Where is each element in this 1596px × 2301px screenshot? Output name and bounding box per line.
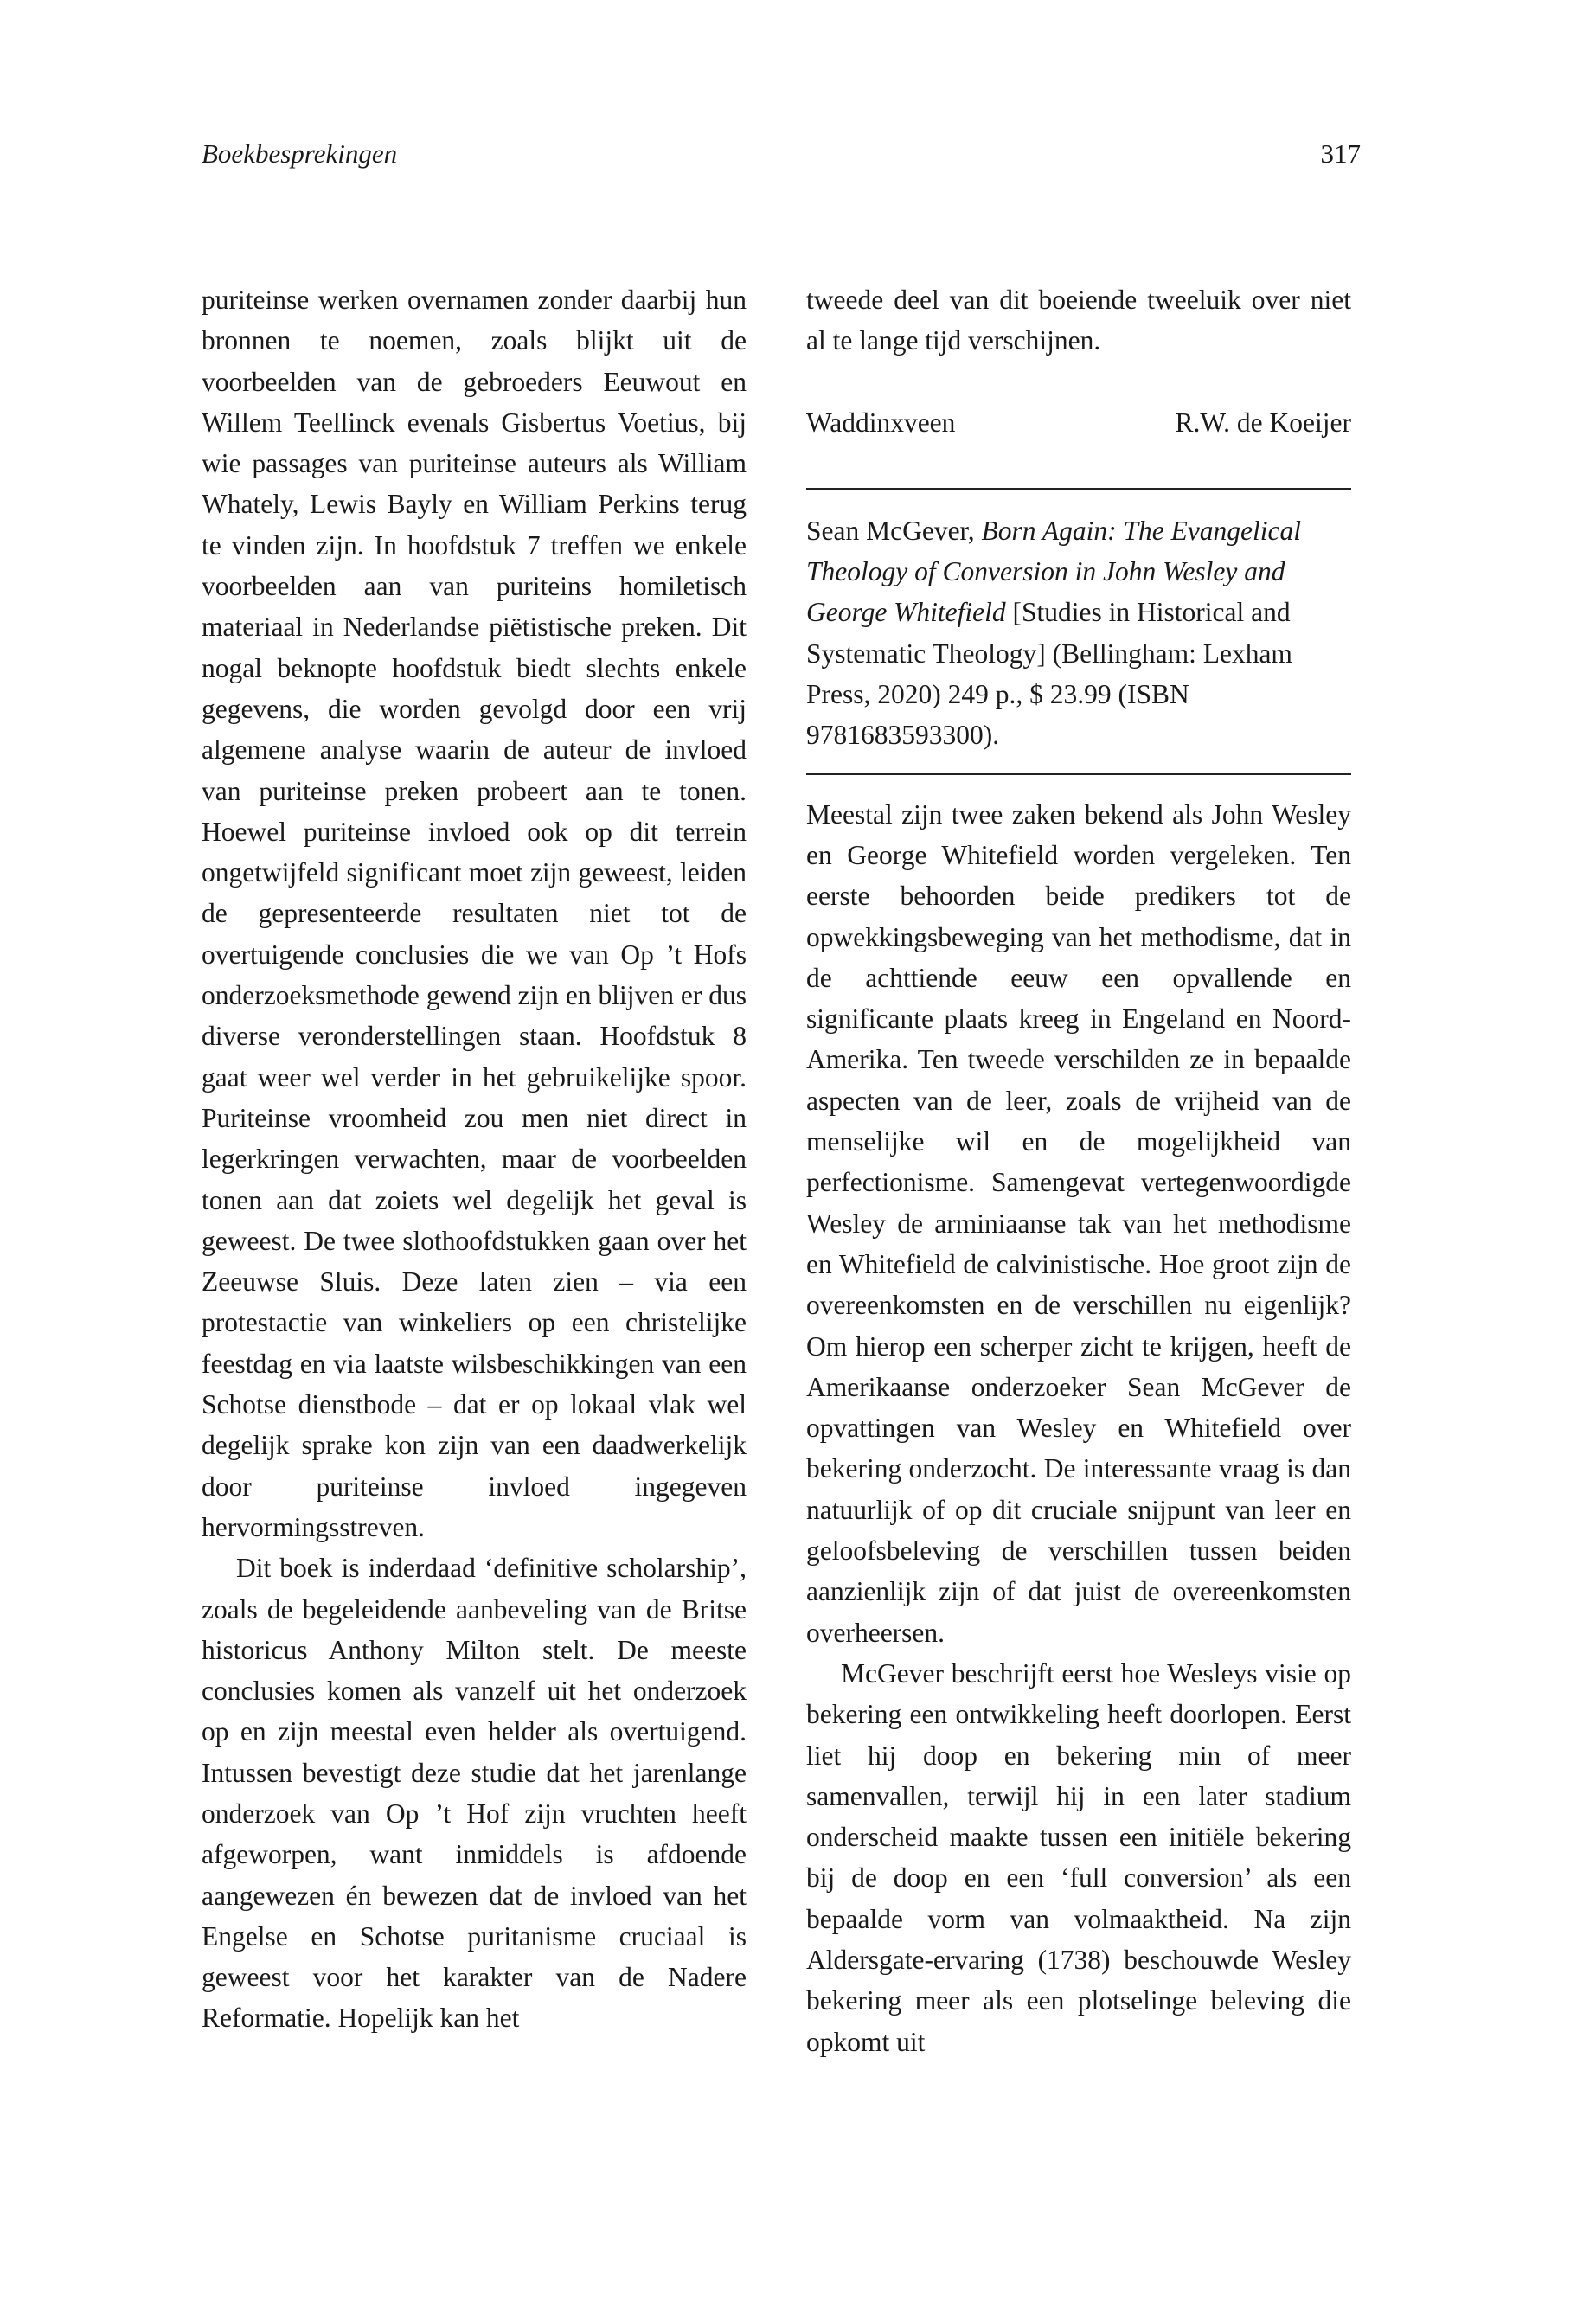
running-head: Boekbesprekingen <box>202 138 398 169</box>
signature-place: Waddinxveen <box>806 407 956 438</box>
left-paragraph-2: Dit boek is inderdaad ‘definitive scholarship’, zoals de begeleidende aanbeveling van de Britse historicus Anthony Milton stelt. De meeste conclusies komen als vanzelf uit het onderzoek op en zijn meestal even helder als overtuigend. Intussen bevestigt deze studie dat het jarenlange onderzoek van Op ’t Hof zijn vruchten heeft afgeworpen, want inmiddels is afdoende aangewezen én bewezen dat de invloed van het Engelse en Schotse puritanisme cruciaal is geweest voor het karakter van de Nadere Reformatie. Hopelijk kan het <box>202 1553 747 2034</box>
left-paragraph-1: puriteinse werken overnamen zonder daarbij hun bronnen te noemen, zoals blijkt uit de voorbeelden van de gebroeders Eeuwout en Willem Teellinck evenals Gisbertus Voetius, bij wie passages van puriteinse auteurs als William Whately, Lewis Bayly en William Perkins terug te vinden zijn. In hoofdstuk 7 treffen we enkele voorbeelden aan van puriteins homiletisch materiaal in Nederlandse piëtistische preken. Dit nogal beknopte hoofdstuk biedt slechts enkele gegevens, die worden gevolgd door een vrij algemene analyse waarin de auteur de invloed van puriteinse preken probeert aan te tonen. Hoewel puriteinse invloed ook op dit terrein ongetwijfeld significant moet zijn geweest, leiden de gepresenteerde resultaten niet tot de overtuigende conclusies die we van Op ’t Hofs onderzoeksmethode gewend zijn en blijven er dus diverse veronderstellingen staan. Hoofdstuk 8 gaat weer wel verder in het gebruikelijke spoor. Puriteinse vroomheid zou men niet direct in legerkringen verwachten, maar de voorbeelden tonen aan dat zoiets wel degelijk het geval is geweest. De twee slothoofdstukken gaan over het Zeeuwse Sluis. Deze laten zien – via een protestactie van winkeliers op een christelijke feestdag en via laatste wilsbeschikkingen van een Schotse dienstbode – dat er op lokaal vlak wel degelijk sprake kon zijn van een daadwerkelijk door puriteinse invloed ingegeven hervormingsstreven. <box>202 285 747 1542</box>
citation-author: Sean McGever, <box>806 515 982 546</box>
divider-bottom <box>806 773 1351 775</box>
citation-details: [Studies in Historical and Systematic Theology] (Bellingham: Lexham Press, 2020) 249 p., $ 23.99 (ISBN 9781683593300). <box>806 597 1292 751</box>
right-column <box>806 279 1351 2062</box>
page-header <box>202 138 1361 182</box>
divider-top <box>806 488 1351 490</box>
signature-name: R.W. de Koeijer <box>1175 407 1351 438</box>
book-citation <box>806 510 1351 756</box>
review-signature <box>806 402 1351 443</box>
citation-title: Born Again: The Evangelical Theology of Conversion in John Wesley and George Whitefield <box>806 515 1302 628</box>
page-number: 317 <box>1320 138 1361 169</box>
right-paragraph-1: Meestal zijn twee zaken bekend als John Wesley en George Whitefield worden vergeleken. Ten eerste behoorden beide predikers tot de opwekkingsbeweging van het methodisme, dat in de achttiende eeuw een opvallende en significante plaats kreeg in Engeland en Noord-Amerika. Ten tweede verschilden ze in bepaalde aspecten van de leer, zoals de vrijheid van de menselijke wil en de mogelijkheid van perfectionisme. Samengevat vertegenwoordigde Wesley de arminiaanse tak van het methodisme en Whitefield de calvinistische. Hoe groot zijn de overeenkomsten en de verschillen nu eigenlijk? Om hierop een scherper zicht te krijgen, heeft de Amerikaanse onderzoeker Sean McGever de opvattingen van Wesley en Whitefield over bekering onderzocht. De interessante vraag is dan natuurlijk of op dit cruciale snijpunt van leer en geloofsbeleving de verschillen tussen beiden aanzienlijk zijn of dat juist de overeenkomsten overheersen. <box>806 798 1351 1648</box>
left-column <box>202 279 747 2039</box>
right-paragraph-2: McGever beschrijft eerst hoe Wesleys visie op bekering een ontwikkeling heeft doorlopen. Eerst liet hij doop en bekering min of meer samenvallen, terwijl hij in een later stadium onderscheid maakte tussen een initiële bekering bij de doop en een ‘full conversion’ als een bepaalde vorm van volmaaktheid. Na zijn Aldersgate-ervaring (1738) beschouwde Wesley bekering meer als een plotselinge beleving die opkomt uit <box>806 1657 1351 2057</box>
right-paragraph-continued: tweede deel van dit boeiende tweeluik over niet al te lange tijd verschijnen. <box>806 285 1351 356</box>
